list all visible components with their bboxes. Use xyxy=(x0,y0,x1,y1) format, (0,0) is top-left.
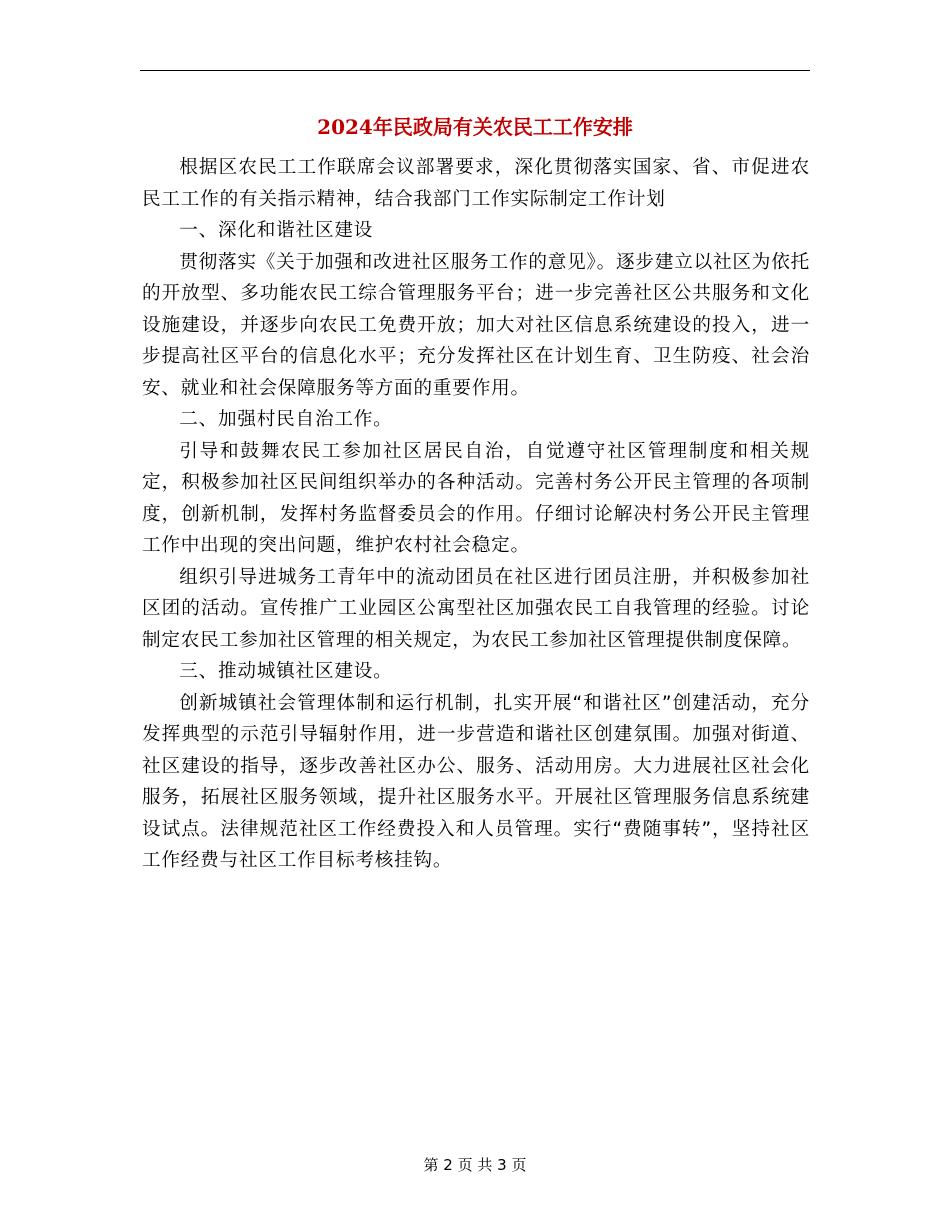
section-2-paragraph-1: 引导和鼓舞农民工参加社区居民自治，自觉遵守社区管理制度和相关规定，积极参加社区民间组织举办的各种活动。完善村务公开民主管理的各项制度，创新机制，发挥村务监督委员会的作用。仔细讨论解决村务公开民主管理工作中出现的突出问题，维护农村社会稳定。 xyxy=(142,440,810,556)
section-heading-3: 三、推动城镇社区建设。 xyxy=(179,661,393,682)
section-heading-2: 二、加强村民自治工作。 xyxy=(179,409,393,430)
total-pages-number: 3 xyxy=(497,1156,507,1174)
document-title: 2024年民政局有关农民工工作安排 xyxy=(317,115,633,139)
footer-prefix: 第 xyxy=(423,1156,439,1174)
footer-suffix: 页 xyxy=(511,1156,527,1174)
page-footer xyxy=(0,1155,950,1175)
intro-paragraph: 根据区农民工工作联席会议部署要求，深化贯彻落实国家、省、市促进农民工工作的有关指示精神，结合我部门工作实际制定工作计划 xyxy=(142,157,810,210)
current-page-number: 2 xyxy=(443,1156,453,1174)
document-body xyxy=(142,152,810,877)
section-1-paragraph: 贯彻落实《关于加强和改进社区服务工作的意见》。逐步建立以社区为依托的开放型、多功能农民工综合管理服务平台；进一步完善社区公共服务和文化设施建设，并逐步向农民工免费开放；加大对社区信息系统建设的投入，进一步提高社区平台的信息化水平；充分发挥社区在计划生育、卫生防疫、社会治安、就业和社会保障服务等方面的重要作用。 xyxy=(142,251,810,399)
section-heading-1: 一、深化和谐社区建设 xyxy=(179,220,374,241)
header-rule xyxy=(140,70,810,71)
section-2-paragraph-2: 组织引导进城务工青年中的流动团员在社区进行团员注册，并积极参加社区团的活动。宣传推广工业园区公寓型社区加强农民工自我管理的经验。讨论制定农民工参加社区管理的相关规定，为农民工参加社区管理提供制度保障。 xyxy=(142,566,810,651)
section-3-paragraph: 创新城镇社会管理体制和运行机制，扎实开展“和谐社区”创建活动，充分发挥典型的示范引导辐射作用，进一步营造和谐社区创建氛围。加强对街道、社区建设的指导，逐步改善社区办公、服务、活动用房。大力进展社区社会化服务，拓展社区服务领域，提升社区服务水平。开展社区管理服务信息系统建设试点。法律规范社区工作经费投入和人员管理。实行“费随事转”，坚持社区工作经费与社区工作目标考核挂钩。 xyxy=(142,692,810,871)
footer-middle: 页 共 xyxy=(457,1156,493,1174)
